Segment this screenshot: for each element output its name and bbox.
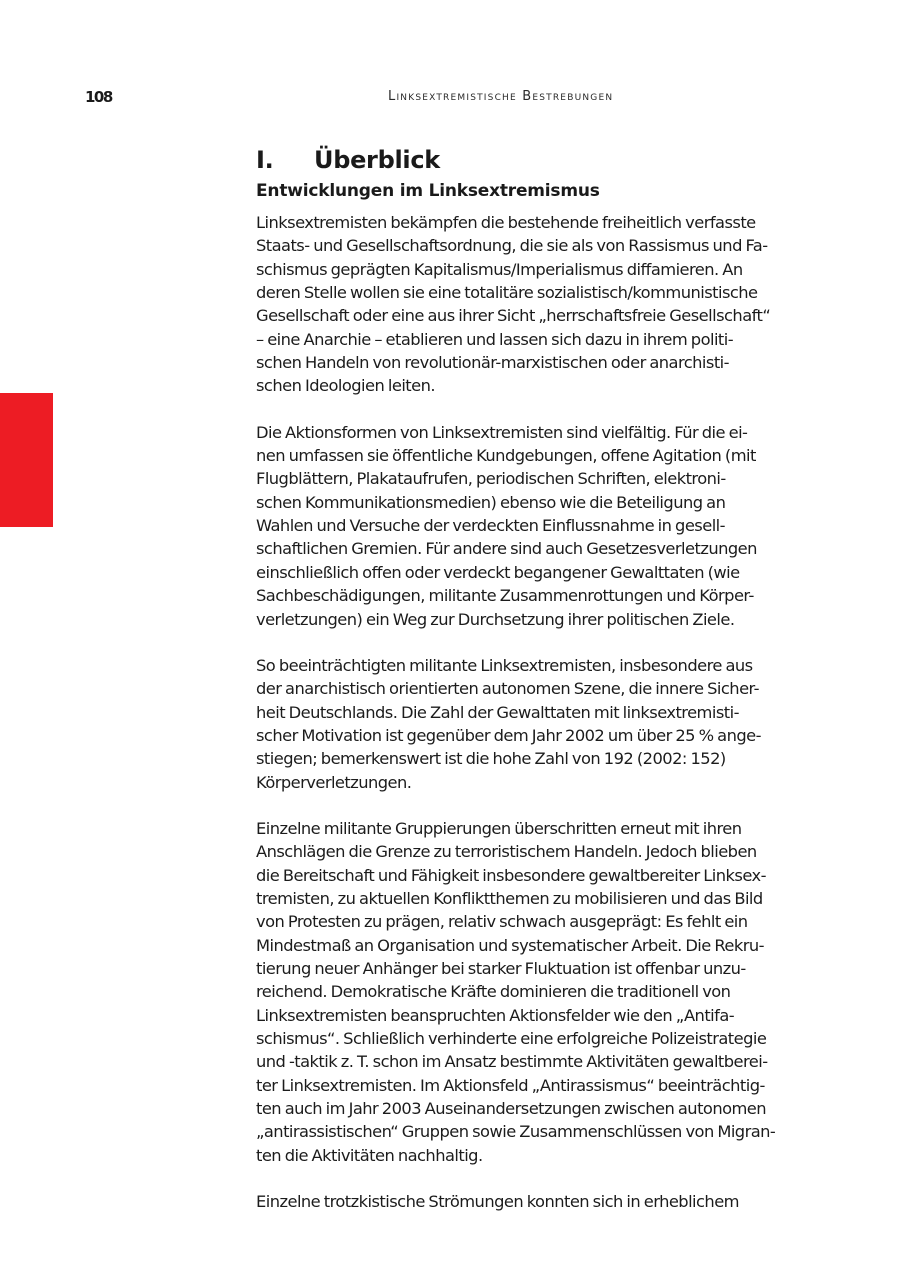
page-number: 108 (85, 88, 112, 106)
paragraph (256, 1190, 826, 1213)
text-line: So beeinträchtigten militante Linksextremisten, insbesondere aus (256, 655, 753, 675)
text-line: schismus geprägten Kapitalismus/Imperialismus diffamieren. An (256, 259, 743, 279)
chapter-number: I. (256, 146, 274, 174)
section-heading: Entwicklungen im Linksextremismus (256, 181, 600, 201)
chapter-title: Überblick (314, 146, 440, 174)
chapter-tab-marker (0, 393, 53, 527)
paragraph (256, 817, 826, 1167)
text-line: Die Aktionsformen von Linksextremisten sind vielfältig. Für die ei- (256, 422, 748, 442)
text-line: schen Ideologien leiten. (256, 376, 435, 396)
text-line: nen umfassen sie öffentliche Kundgebungen, offene Agitation (mit (256, 446, 756, 466)
paragraph (256, 211, 826, 398)
text-line: schen Kommunikationsmedien) ebenso wie die Beteiligung an (256, 492, 726, 512)
text-line: ten auch im Jahr 2003 Auseinandersetzungen zwischen autonomen (256, 1099, 767, 1119)
text-line: Anschlägen die Grenze zu terroristischem Handeln. Jedoch blieben (256, 842, 757, 862)
text-line: scher Motivation ist gegenüber dem Jahr 2002 um über 25 % ange- (256, 725, 761, 745)
text-line: Linksextremisten beanspruchten Aktionsfelder wie den „Antifa- (256, 1005, 735, 1025)
text-line: Gesellschaft oder eine aus ihrer Sicht „herrschaftsfreie Gesellschaft“ (256, 306, 771, 326)
text-line: ter Linksextremisten. Im Aktionsfeld „Antirassismus“ beeinträchtig- (256, 1075, 765, 1095)
text-line: Wahlen und Versuche der verdeckten Einflussnahme in gesell- (256, 516, 725, 536)
text-line: heit Deutschlands. Die Zahl der Gewalttaten mit linksextremisti- (256, 702, 739, 722)
text-line: deren Stelle wollen sie eine totalitäre sozialistisch/kommunistische (256, 283, 758, 303)
text-line: der anarchistisch orientierten autonomen Szene, die innere Sicher- (256, 679, 759, 699)
text-line: die Bereitschaft und Fähigkeit insbesondere gewaltbereiter Linksex- (256, 865, 766, 885)
paragraph (256, 654, 826, 794)
text-line: Einzelne trotzkistische Strömungen konnten sich in erheblichem (256, 1192, 739, 1212)
page-body (256, 142, 826, 1213)
paragraph (256, 421, 826, 631)
text-line: Körperverletzungen. (256, 772, 412, 792)
text-line: einschließlich offen oder verdeckt begangener Gewalttaten (wie (256, 562, 740, 582)
text-line: Staats- und Gesellschaftsordnung, die sie als von Rassismus und Fa- (256, 236, 768, 256)
text-line: „antirassistischen“ Gruppen sowie Zusammenschlüssen von Migran- (256, 1122, 776, 1142)
text-line: reichend. Demokratische Kräfte dominieren die traditionell von (256, 982, 731, 1002)
text-line: schismus“. Schließlich verhinderte eine erfolgreiche Polizeistrategie (256, 1029, 767, 1048)
text-line: Sachbeschädigungen, militante Zusammenrottungen und Körper- (256, 586, 754, 606)
text-line: von Protesten zu prägen, relativ schwach ausgeprägt: Es fehlt ein (256, 912, 748, 932)
text-line: Einzelne militante Gruppierungen überschritten erneut mit ihren (256, 818, 742, 838)
text-line: schaftlichen Gremien. Für andere sind auch Gesetzesverletzungen (256, 539, 757, 559)
text-line: tierung neuer Anhänger bei starker Fluktuation ist offenbar unzu- (256, 958, 746, 978)
text-line: Mindestmaß an Organisation und systematischer Arbeit. Die Rekru- (256, 935, 764, 955)
text-line: – eine Anarchie – etablieren und lassen sich dazu in ihrem politi- (256, 329, 734, 349)
text-line: tremisten, zu aktuellen Konfliktthemen zu mobilisieren und das Bild (256, 888, 763, 908)
text-line: stiegen; bemerkenswert ist die hohe Zahl von 192 (2002: 152) (256, 749, 726, 769)
text-line: schen Handeln von revolutionär-marxistischen oder anarchisti- (256, 353, 729, 373)
chapter-heading (256, 142, 826, 178)
text-line: Flugblättern, Plakataufrufen, periodischen Schriften, elektroni- (256, 469, 726, 489)
text-line: verletzungen) ein Weg zur Durchsetzung ihrer politischen Ziele. (256, 609, 735, 629)
text-line: Linksextremisten bekämpfen die bestehende freiheitlich verfasste (256, 213, 756, 232)
text-line: ten die Aktivitäten nachhaltig. (256, 1145, 483, 1165)
running-header: Linksextremistische Bestrebungen (388, 89, 614, 104)
text-line: und -taktik z. T. schon im Ansatz bestimmte Aktivitäten gewaltberei- (256, 1052, 768, 1072)
